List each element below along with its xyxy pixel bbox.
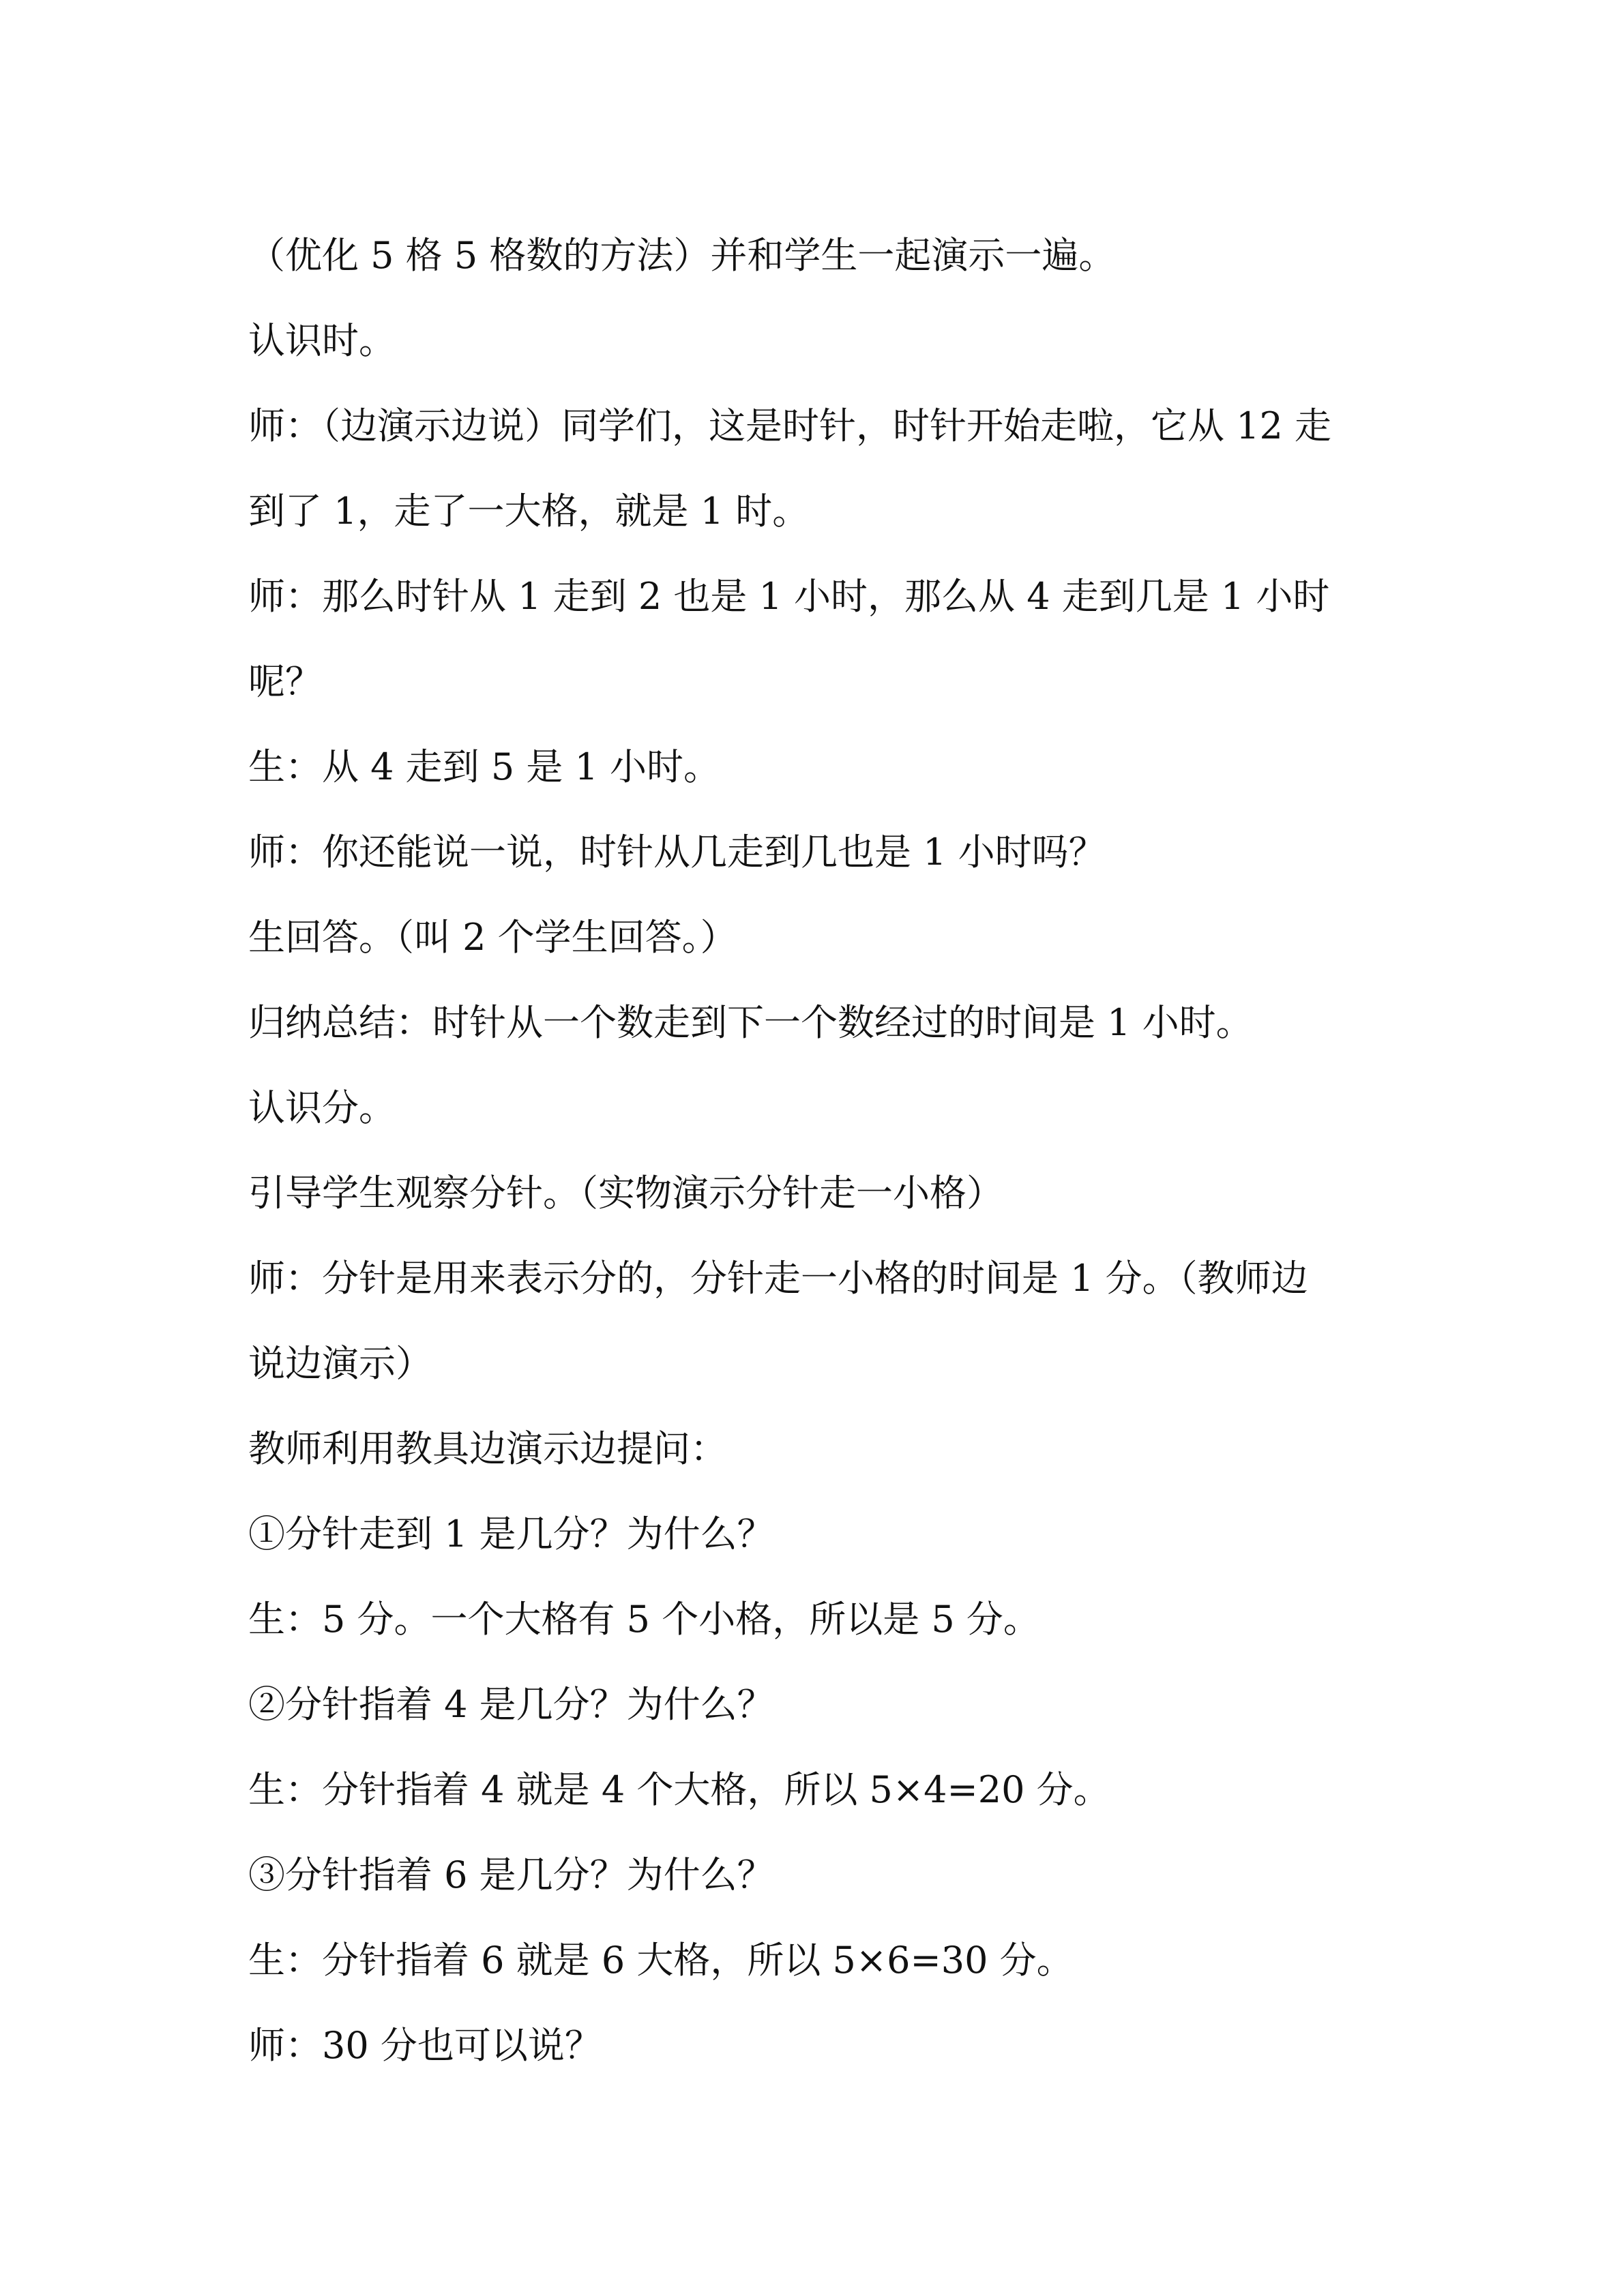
document-body	[248, 213, 1394, 2088]
text-line: 师：（边演示边说）同学们，这是时针，时针开始走啦，它从 12 走	[248, 404, 1332, 447]
text-line: ②分针指着 4 是几分？为什么？	[248, 1683, 774, 1726]
text-line: 呢？	[248, 660, 322, 703]
text-line: 生：从 4 走到 5 是 1 小时。	[248, 745, 721, 788]
text-line: 生：分针指着 4 就是 4 个大格，所以 5×4=20 分。	[248, 1768, 1110, 1811]
text-line: ③分针指着 6 是几分？为什么？	[248, 1853, 774, 1896]
text-line: 认识时。	[248, 319, 396, 362]
text-line: 引导学生观察分针。（实物演示分针走一小格）	[248, 1172, 1003, 1214]
text-line: 生：分针指着 6 就是 6 大格，所以 5×6=30 分。	[248, 1939, 1074, 1982]
text-line: 师：你还能说一说，时针从几走到几也是 1 小时吗？	[248, 831, 1106, 874]
text-line: （优化 5 格 5 格数的方法）并和学生一起演示一遍。	[248, 234, 1116, 277]
text-line: 说边演示）	[248, 1342, 432, 1385]
text-line: 生回答。（叫 2 个学生回答。）	[248, 916, 737, 959]
text-line: ①分针走到 1 是几分？为什么？	[248, 1512, 774, 1555]
text-line: 归纳总结：时针从一个数走到下一个数经过的时间是 1 小时。	[248, 1001, 1253, 1044]
text-line: 生：5 分。一个大格有 5 个小格，所以是 5 分。	[248, 1598, 1040, 1641]
text-line: 师：30 分也可以说？	[248, 2024, 602, 2067]
text-line: 师：那么时针从 1 走到 2 也是 1 小时，那么从 4 走到几是 1 小时	[248, 575, 1330, 618]
text-line: 到了 1，走了一大格，就是 1 时。	[248, 490, 810, 533]
text-line: 认识分。	[248, 1086, 396, 1129]
text-line: 教师利用教具边演示边提问：	[248, 1427, 727, 1470]
text-line: 师：分针是用来表示分的，分针走一小格的时间是 1 分。（教师边	[248, 1257, 1308, 1300]
